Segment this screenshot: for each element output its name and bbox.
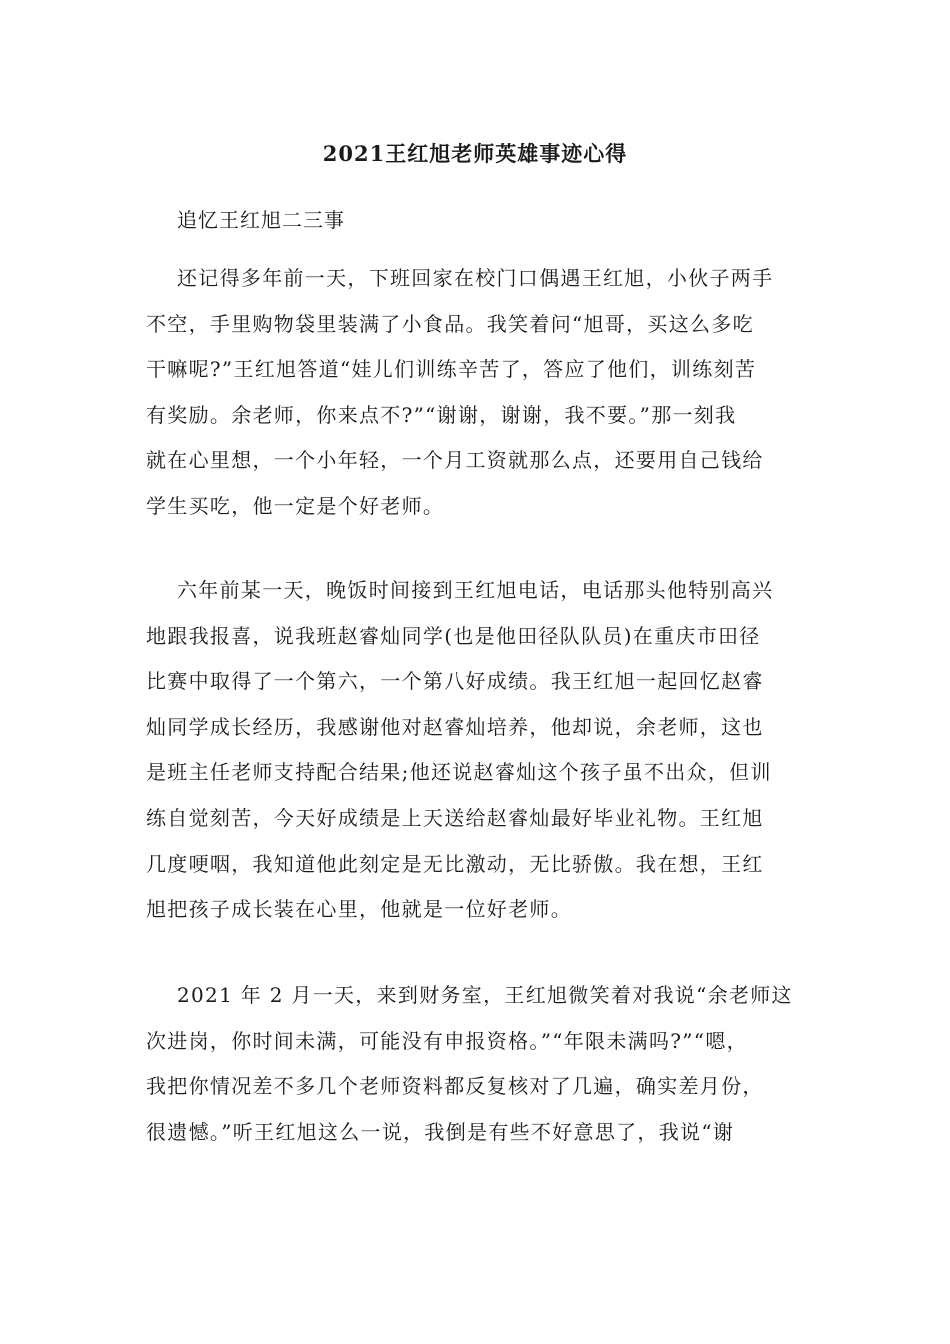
paragraph-3 <box>146 983 812 1165</box>
paragraph-line: 灿同学成长经历，我感谢他对赵睿灿培养，他却说，余老师，这也 <box>146 714 764 739</box>
paragraph-line: 比赛中取得了一个第六，一个第八好成绩。我王红旭一起回忆赵睿 <box>146 669 764 694</box>
paragraph-line: 2021 年 2 月一天，来到财务室，王红旭微笑着对我说“余老师这 <box>177 983 793 1007</box>
paragraph-line: 不空，手里购物袋里装满了小食品。我笑着问“旭哥，买这么多吃 <box>146 311 754 336</box>
paragraph-line: 干嘛呢?”王红旭答道“娃儿们训练辛苦了，答应了他们，训练刻苦 <box>146 357 757 382</box>
paragraph-1 <box>146 266 812 540</box>
paragraph-line: 学生买吃，他一定是个好老师。 <box>146 493 445 518</box>
paragraph-line: 还记得多年前一天，下班回家在校门口偶遇王红旭，小伙子两手 <box>177 266 774 290</box>
paragraph-line: 次进岗，你时间未满，可能没有申报资格。”“年限未满吗?”“嗯， <box>146 1028 748 1053</box>
paragraph-2 <box>146 578 812 943</box>
paragraph-line: 六年前某一天，晚饭时间接到王红旭电话，电话那头他特别高兴 <box>177 578 774 602</box>
paragraph-line: 我把你情况差不多几个老师资料都反复核对了几遍，确实差月份， <box>146 1074 764 1099</box>
paragraph-line: 地跟我报喜，说我班赵睿灿同学(也是他田径队队员)在重庆市田径 <box>146 623 761 648</box>
paragraph-line: 旭把孩子成长装在心里，他就是一位好老师。 <box>146 897 572 922</box>
paragraph-line: 练自觉刻苦，今天好成绩是上天送给赵睿灿最好毕业礼物。王红旭 <box>146 805 764 830</box>
paragraph-line: 是班主任老师支持配合结果;他还说赵睿灿这个孩子虽不出众，但训 <box>146 760 772 785</box>
paragraph-line: 有奖励。余老师，你来点不?”“谢谢，谢谢，我不要。”那一刻我 <box>146 402 737 427</box>
document-subtitle: 追忆王红旭二三事 <box>177 208 345 232</box>
paragraph-line: 几度哽咽，我知道他此刻定是无比激动，无比骄傲。我在想，王红 <box>146 851 764 876</box>
paragraph-line: 很遗憾。”听王红旭这么一说，我倒是有些不好意思了，我说“谢 <box>146 1119 735 1144</box>
paragraph-line: 就在心里想，一个小年轻，一个月工资就那么点，还要用自己钱给 <box>146 448 764 473</box>
document-title: 2021王红旭老师英雄事迹心得 <box>322 141 628 166</box>
